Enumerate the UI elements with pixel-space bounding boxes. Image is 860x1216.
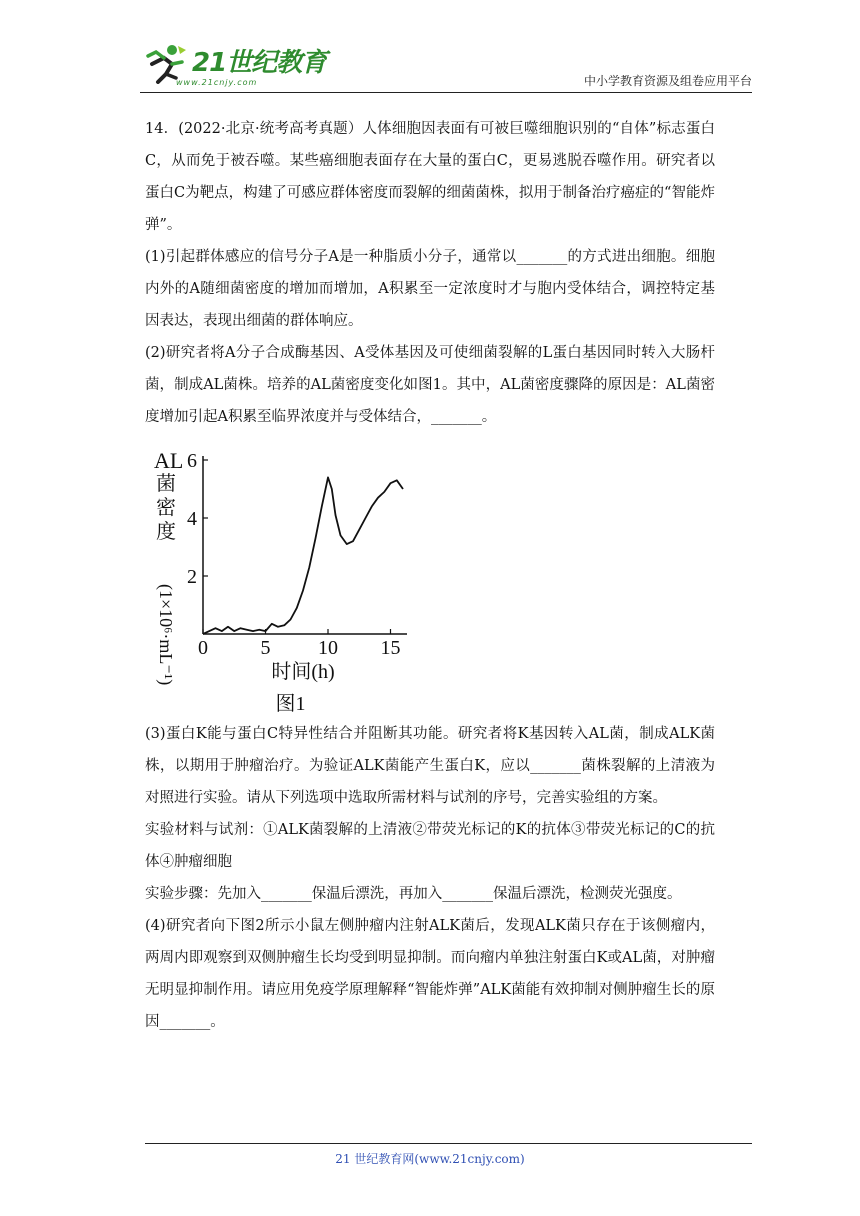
materials-list: 实验材料与试剂：①ALK菌裂解的上清液②带荧光标记的K的抗体③带荧光标记的C的抗体④肿瘤细胞 (145, 822, 715, 870)
header-divider (140, 92, 752, 93)
footer-divider (145, 1143, 752, 1144)
figure-1 (148, 448, 418, 718)
question-part-1: (1)引起群体感应的信号分子A是一种脂质小分子，通常以_______的方式进出细胞。细胞内外的A随细菌密度的增加而增加，A积累至一定浓度时才与胞内受体结合，调控特定基因表达，表现出细菌的群体响应。 (145, 249, 715, 329)
site-logo (140, 40, 330, 88)
x-axis-label: 时间(h) (271, 661, 335, 683)
header-platform-text: 中小学教育资源及组卷应用平台 (583, 74, 752, 88)
logo-url: www.21cnjy.com (176, 78, 258, 87)
y-tick-label: 2 (187, 566, 197, 588)
y-axis-label-char: 菌 (156, 473, 176, 495)
figure-caption: 图1 (275, 693, 306, 715)
x-tick-label: 15 (380, 637, 401, 659)
question-part-2: (2)研究者将A分子合成酶基因、A受体基因及可使细菌裂解的L蛋白基因同时转入大肠杆菌，制成AL菌株。培养的AL菌密度变化如图1。其中，AL菌密度骤降的原因是：AL菌密度增加引起A积累至临界浓度并与受体结合，_______。 (145, 345, 715, 425)
y-tick-label: 4 (187, 508, 197, 530)
x-tick-label: 0 (198, 637, 208, 659)
question-part-3: (3)蛋白K能与蛋白C特异性结合并阻断其功能。研究者将K基因转入AL菌，制成ALK菌株，以期用于肿瘤治疗。为验证ALK菌能产生蛋白K，应以_______菌株裂解的上清液为对照进行实验。请从下列选项中选取所需材料与试剂的序号，完善实验组的方案。 (145, 726, 715, 806)
y-axis-label-char: 密 (156, 497, 176, 519)
question-part-4: (4)研究者向下图2所示小鼠左侧肿瘤内注射ALK菌后，发现ALK菌只存在于该侧瘤内，两周内即观察到双侧肿瘤生长均受到明显抑制。而向瘤内单独注射蛋白K或AL菌，对肿瘤无明显抑制作用。请应用免疫学原理解释“智能炸弹”ALK菌能有效抑制对侧肿瘤生长的原因_______。 (145, 918, 715, 1030)
logo-text: 21世纪教育 (192, 48, 327, 78)
x-tick-label: 10 (318, 637, 338, 659)
y-axis-label-char: 度 (156, 521, 176, 543)
footer-text: 21 世纪教育网(www.21cnjy.com) (335, 1152, 525, 1166)
y-tick-label: 6 (187, 450, 197, 472)
question-intro: 14．(2022·北京·统考高考真题）人体细胞因表面有可被巨噬细胞识别的“自体”标志蛋白C，从而免于被吞噬。某些癌细胞表面存在大量的蛋白C，更易逃脱吞噬作用。研究者以蛋白C为靶点，构建了可感应群体密度而裂解的细菌菌株，拟用于制备治疗癌症的“智能炸弹”。 (145, 121, 715, 233)
density-series-line (203, 477, 403, 634)
x-tick-label: 5 (260, 637, 271, 659)
y-axis-label-top: AL (154, 448, 184, 473)
page-header (140, 40, 752, 92)
y-axis-label-unit: (1×10⁶·mL⁻¹) (156, 584, 176, 686)
question-body-continued (145, 718, 715, 1038)
density-chart (148, 448, 418, 718)
question-body (145, 113, 715, 433)
experiment-steps: 实验步骤：先加入_______保温后漂洗，再加入_______保温后漂洗，检测荧光强度。 (145, 886, 682, 902)
